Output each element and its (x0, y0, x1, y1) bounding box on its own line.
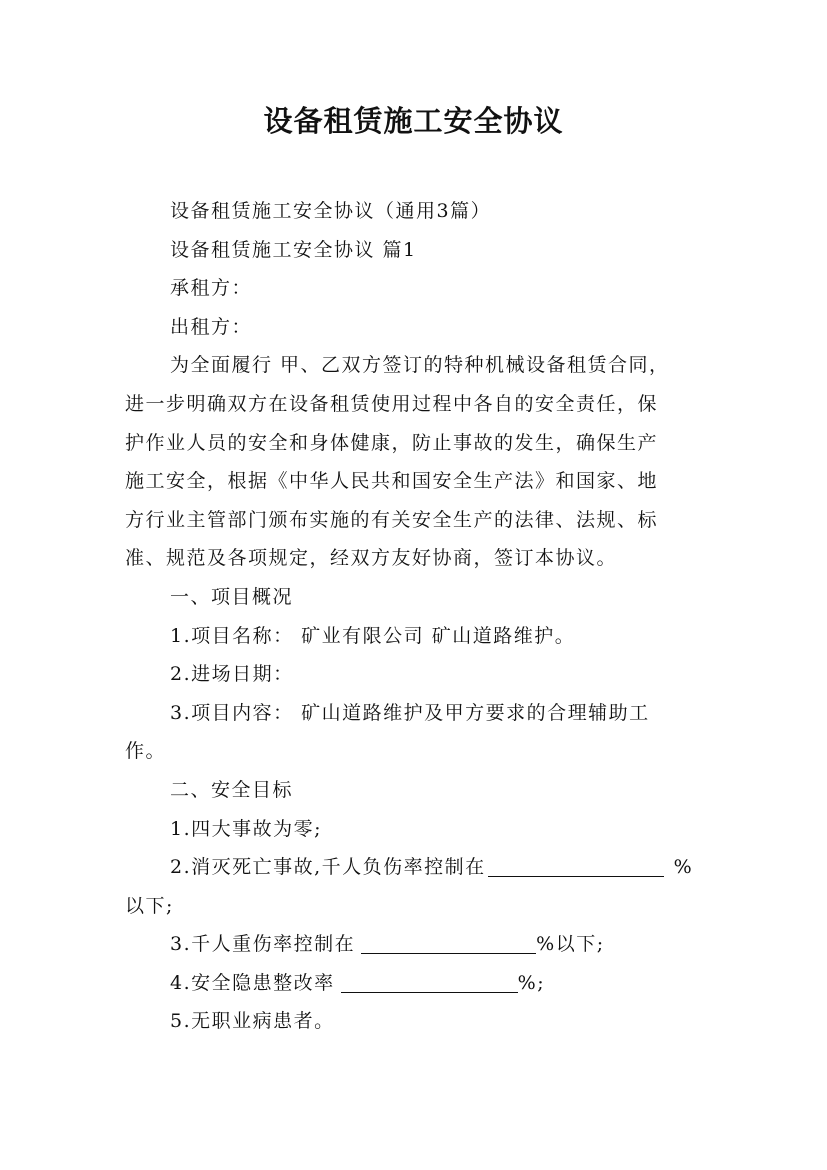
intro-line-2: 进一步明确双方在设备租赁使用过程中各自的安全责任，保 (125, 392, 659, 415)
subtitle: 设备租赁施工安全协议（通用3篇） (170, 200, 492, 222)
intro-line-4: 施工安全，根据《中华人民共和国安全生产法》和国家、地 (125, 470, 659, 493)
goal-3-prefix: 3.千人重伤率控制在 (170, 933, 356, 956)
intro-line-3: 护作业人员的安全和身体健康，防止事故的发生，确保生产 (125, 431, 659, 454)
section1-heading: 一、项目概况 (170, 585, 294, 608)
document-body (125, 192, 715, 1041)
project-name: 1.项目名称： 矿业有限公司 矿山道路维护。 (170, 624, 576, 647)
goal-1: 1.四大事故为零; (170, 817, 323, 840)
section-heading: 设备租赁施工安全协议 篇1 (170, 238, 417, 261)
goal-2-prefix: 2.消灭死亡事故,千人负伤率控制在 (170, 856, 486, 879)
intro-line-5: 方行业主管部门颁布实施的有关安全生产的法律、法规、标 (125, 508, 659, 531)
document-title: 设备租赁施工安全协议 (263, 104, 564, 138)
lessee-label: 承租方： (170, 277, 253, 300)
intro-line-6: 准、规范及各项规定，经双方友好协商，签订本协议。 (125, 547, 618, 570)
goal-3 (125, 925, 715, 964)
goal-4-suffix: %; (517, 971, 546, 994)
goal-4-blank (341, 972, 518, 993)
goal-4-prefix: 4.安全隐患整改率 (170, 971, 335, 994)
lessor-label: 出租方： (170, 315, 253, 338)
goal-5: 5.无职业病患者。 (170, 1010, 335, 1033)
goal-2-line-2: 以下; (125, 894, 174, 917)
project-content-line-1: 3.项目内容： 矿山道路维护及甲方要求的合理辅助工 (170, 701, 650, 724)
goal-4 (125, 964, 715, 1003)
entry-date: 2.进场日期： (170, 663, 294, 686)
section2-heading: 二、安全目标 (170, 778, 294, 801)
goal-2-blank (488, 856, 664, 877)
goal-2 (125, 848, 715, 887)
goal-3-suffix: %以下; (536, 933, 605, 956)
goal-2-suffix: % (673, 856, 694, 879)
goal-3-blank (361, 933, 536, 954)
project-content-line-2: 作。 (125, 740, 167, 763)
intro-line-1: 为全面履行 甲、乙双方签订的特种机械设备租赁合同， (170, 354, 670, 377)
